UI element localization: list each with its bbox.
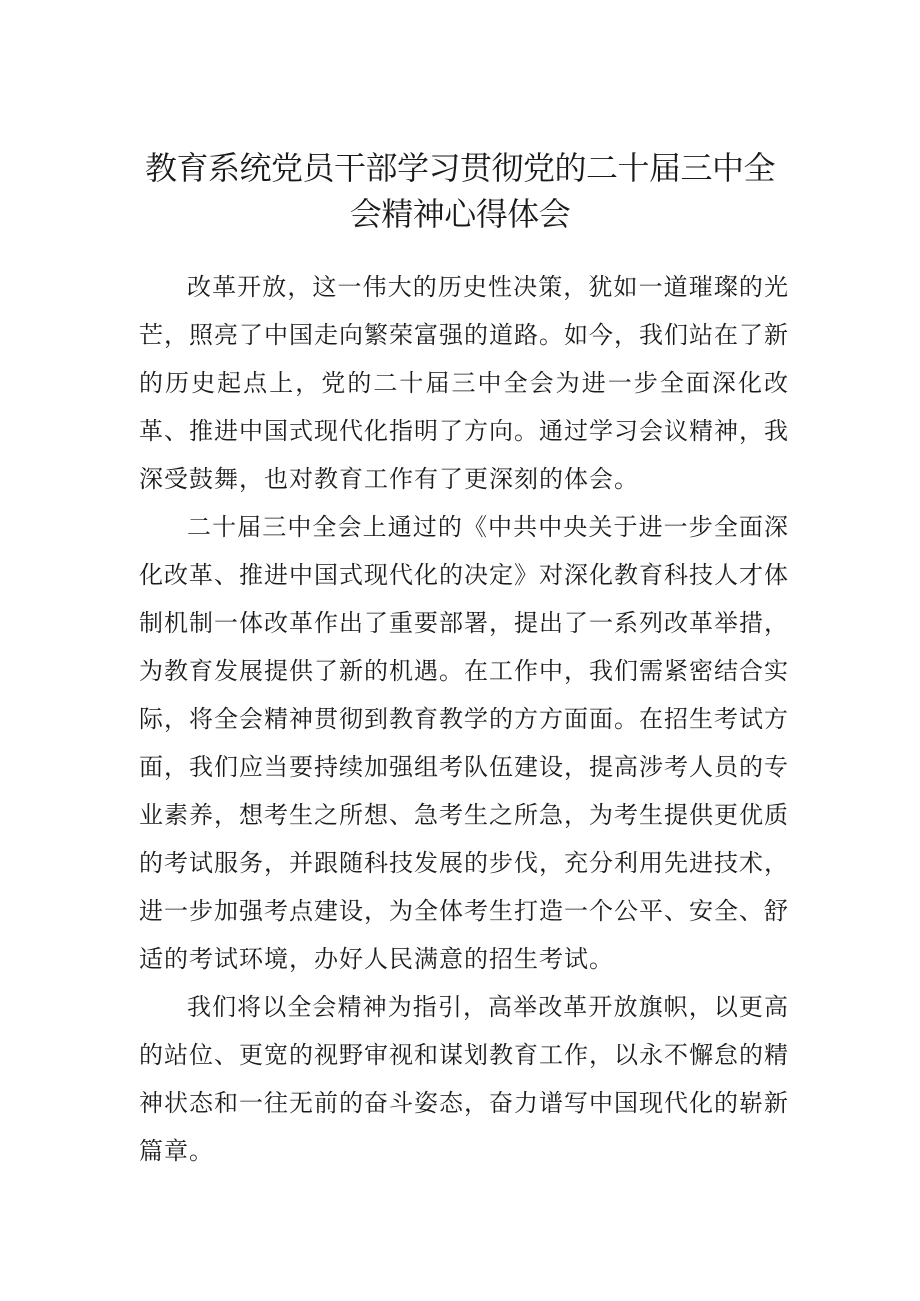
- paragraph-2: 二十届三中全会上通过的《中共中央关于进一步全面深化改革、推进中国式现代化的决定》对深化教育科技人才体制机制一体改革作出了重要部署，提出了一系列改革举措，为教育发展提供了新的机遇。在工作中，我们需紧密结合实际，将全会精神贯彻到教育教学的方方面面。在招生考试方面，我们应当要持续加强组考队伍建设，提高涉考人员的专业素养，想考生之所想、急考生之所急，为考生提供更优质的考试服务，并跟随科技发展的步伐，充分利用先进技术，进一步加强考点建设，为全体考生打造一个公平、安全、舒适的考试环境，办好人民满意的招生考试。: [139, 513, 789, 973]
- paragraph-3: 我们将以全会精神为指引，高举改革开放旗帜，以更高的站位、更宽的视野审视和谋划教育工作，以永不懈怠的精神状态和一往无前的奋斗姿态，奋力谱写中国现代化的崭新篇章。: [139, 993, 789, 1165]
- paragraph-1: 改革开放，这一伟大的历史性决策，犹如一道璀璨的光芒，照亮了中国走向繁荣富强的道路。如今，我们站在了新的历史起点上，党的二十届三中全会为进一步全面深化改革、推进中国式现代化指明了方向。通过学习会议精神，我深受鼓舞，也对教育工作有了更深刻的体会。: [139, 273, 789, 493]
- document-title: [120, 145, 800, 237]
- title-line-1: 教育系统党员干部学习贯彻党的二十届三中全: [144, 149, 775, 187]
- document-body: [139, 263, 789, 1175]
- title-line-2: 会精神心得体会: [349, 195, 571, 233]
